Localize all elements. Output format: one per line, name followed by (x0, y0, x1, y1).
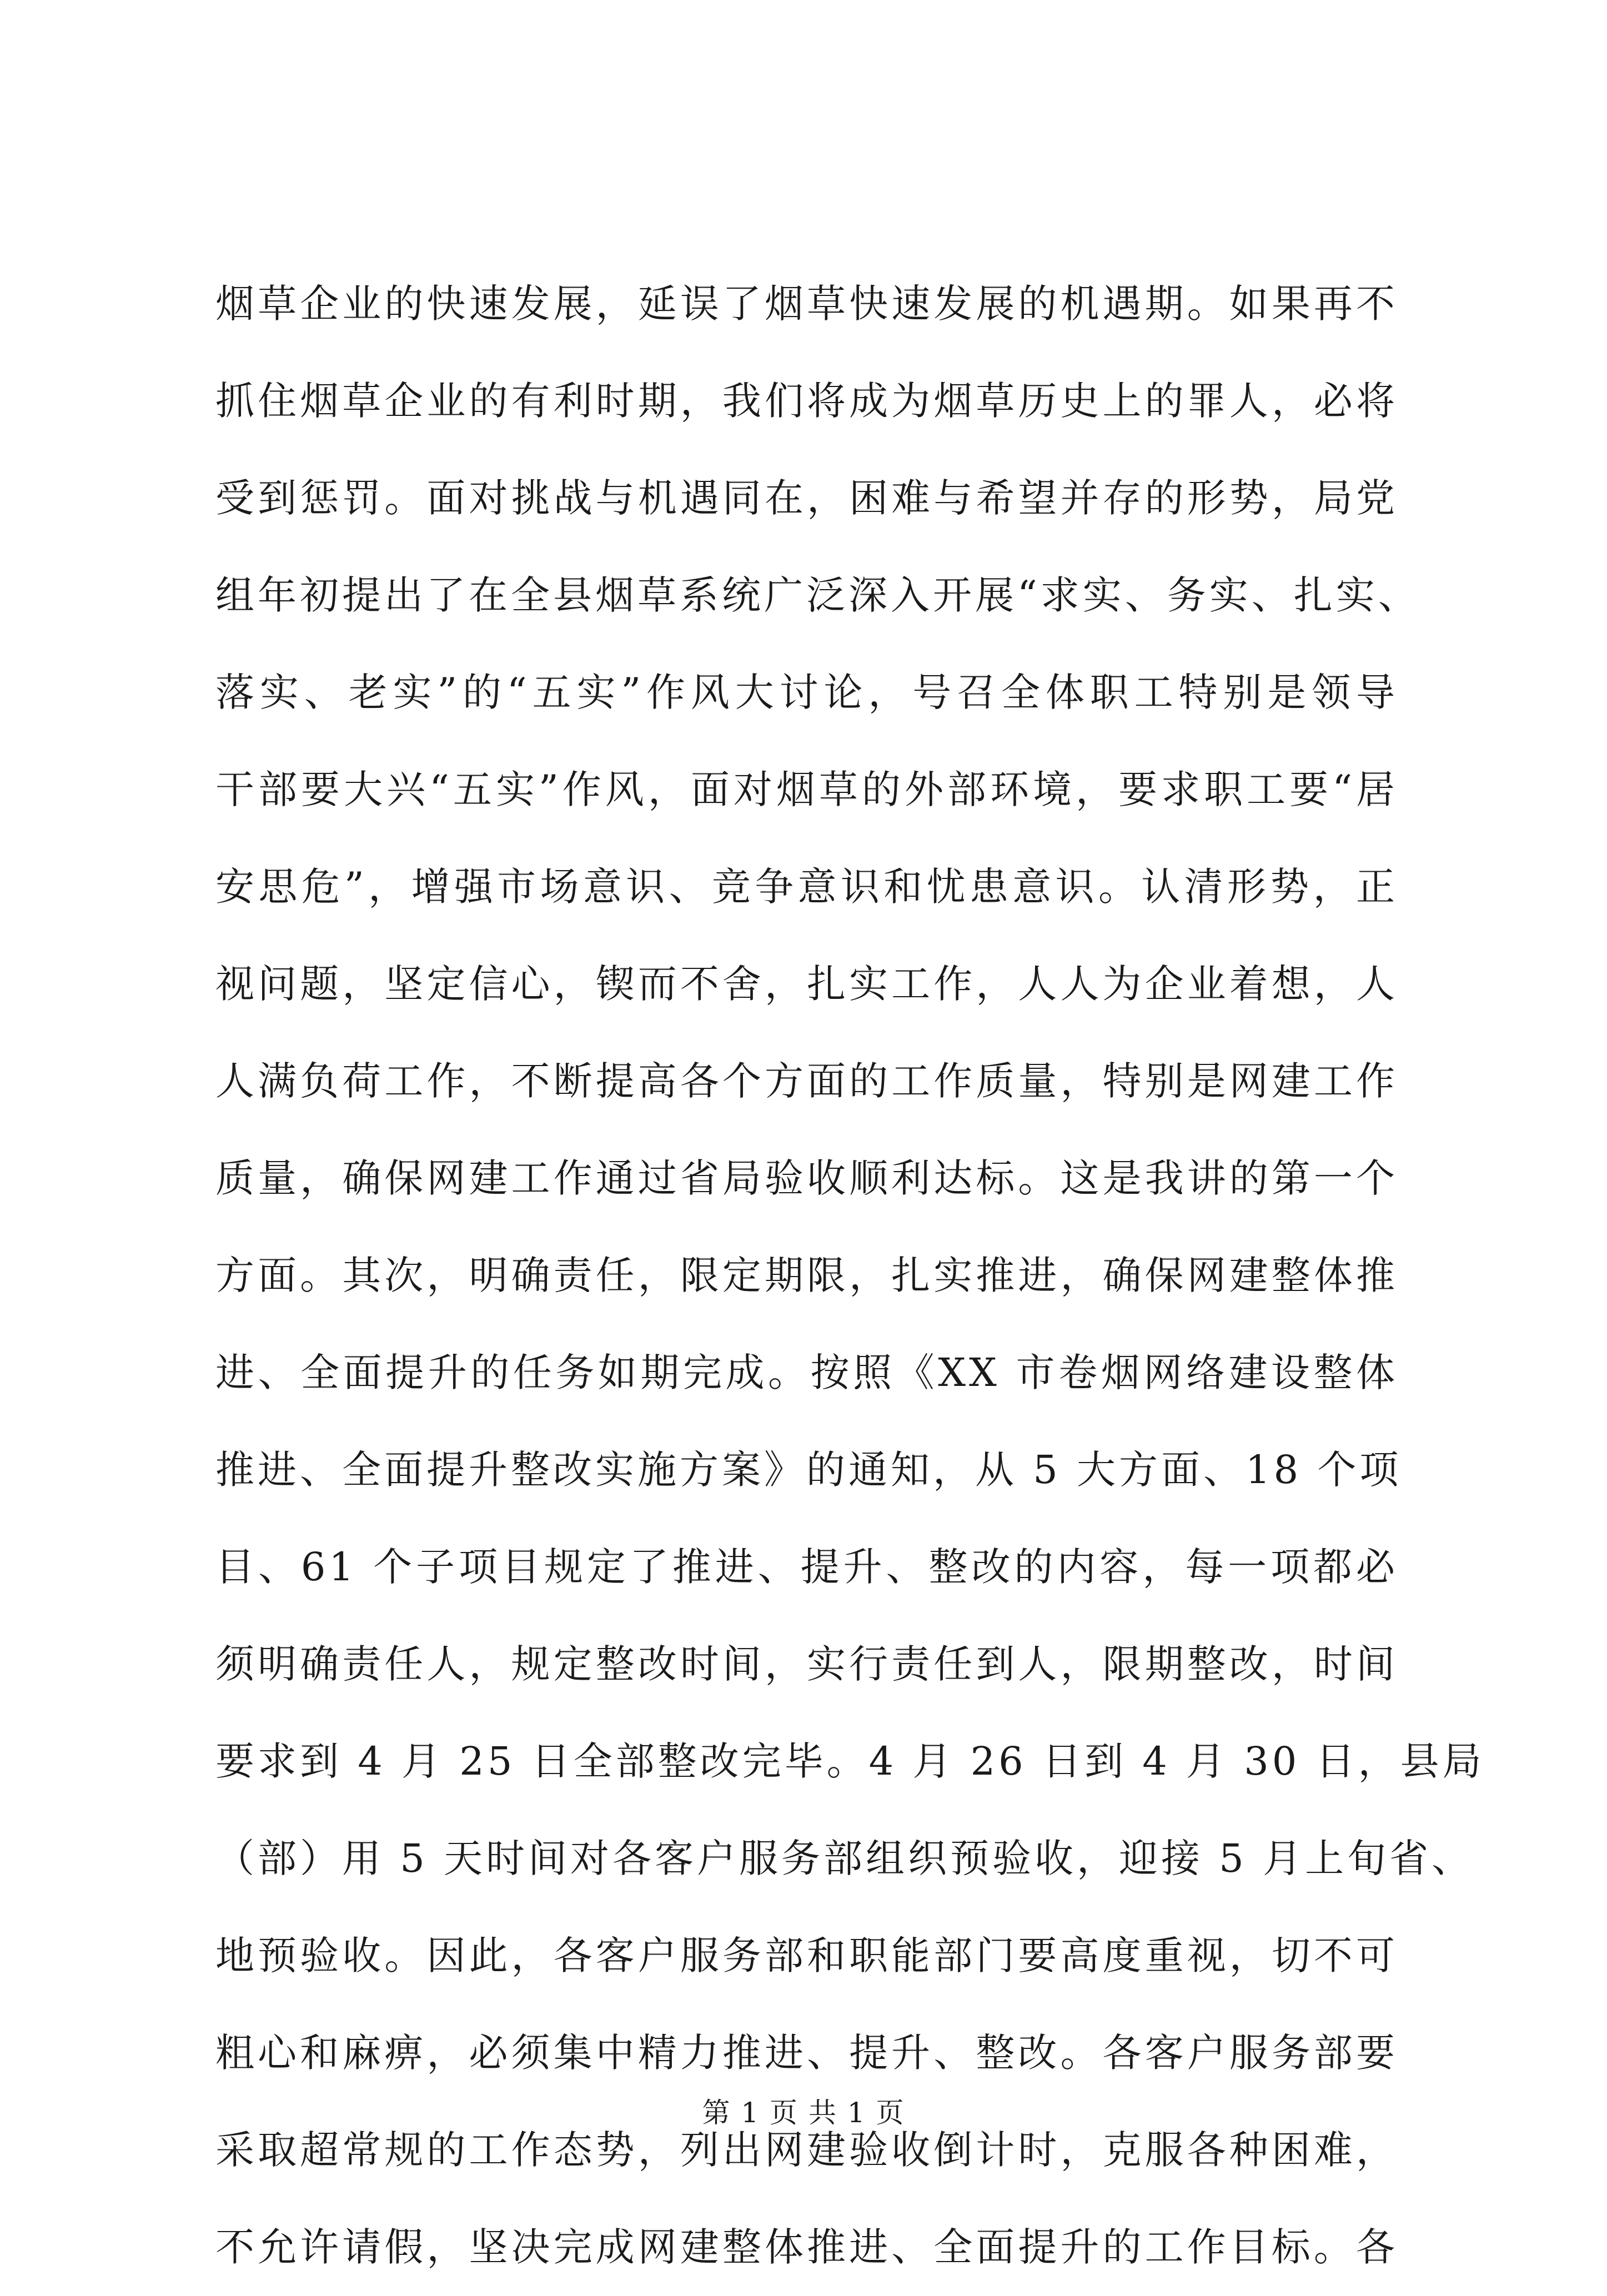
text-line: 粗心和麻痹，必须集中精力推进、提升、整改。各客户服务部要 (215, 2030, 1398, 2076)
text-line: 采取超常规的工作态势，列出网建验收倒计时，克服各种困难， (215, 2127, 1398, 2173)
page-number-label: 第 1 页 共 1 页 (702, 2097, 905, 2129)
text-line: 地预验收。因此，各客户服务部和职能部门要高度重视，切不可 (215, 1933, 1398, 1978)
text-line: 抓住烟草企业的有利时期，我们将成为烟草历史上的罪人，必将 (215, 378, 1398, 424)
text-line: 安思危”，增强市场意识、竞争意识和忧患意识。认清形势，正 (215, 864, 1398, 910)
text-line: 不允许请假，坚决完成网建整体推进、全面提升的工作目标。各 (215, 2224, 1398, 2270)
text-line: 干部要大兴“五实”作风，面对烟草的外部环境，要求职工要“居 (215, 767, 1398, 812)
text-line: 方面。其次，明确责任，限定期限，扎实推进，确保网建整体推 (215, 1253, 1398, 1298)
text-line: 质量，确保网建工作通过省局验收顺利达标。这是我讲的第一个 (215, 1155, 1398, 1201)
text-line: 推进、全面提升整改实施方案》的通知，从 5 大方面、18 个项 (215, 1447, 1402, 1493)
page-footer (0, 2093, 1607, 2132)
text-line: 落实、老实”的“五实”作风大讨论，号召全体职工特别是领导 (215, 670, 1398, 715)
text-line: 要求到 4 月 25 日全部整改完毕。4 月 26 日到 4 月 30 日，县局 (215, 1739, 1485, 1784)
text-line: 进、全面提升的任务如期完成。按照《XX 市卷烟网络建设整体 (215, 1350, 1398, 1395)
text-line: 目、61 个子项目规定了推进、提升、整改的内容，每一项都必 (215, 1544, 1398, 1590)
body-text (215, 255, 1485, 2296)
text-line: 受到惩罚。面对挑战与机遇同在，困难与希望并存的形势，局党 (215, 475, 1398, 521)
text-line: 视问题，坚定信心，锲而不舍，扎实工作，人人为企业着想，人 (215, 961, 1398, 1007)
text-line: 人满负荷工作，不断提高各个方面的工作质量，特别是网建工作 (215, 1058, 1398, 1104)
text-line: （部）用 5 天时间对各客户服务部组织预验收，迎接 5 月上旬省、 (215, 1836, 1474, 1881)
text-line: 组年初提出了在全县烟草系统广泛深入开展“求实、务实、扎实、 (215, 572, 1420, 618)
text-line: 烟草企业的快速发展，延误了烟草快速发展的机遇期。如果再不 (215, 281, 1398, 326)
text-line: 须明确责任人，规定整改时间，实行责任到人，限期整改，时间 (215, 1641, 1398, 1687)
